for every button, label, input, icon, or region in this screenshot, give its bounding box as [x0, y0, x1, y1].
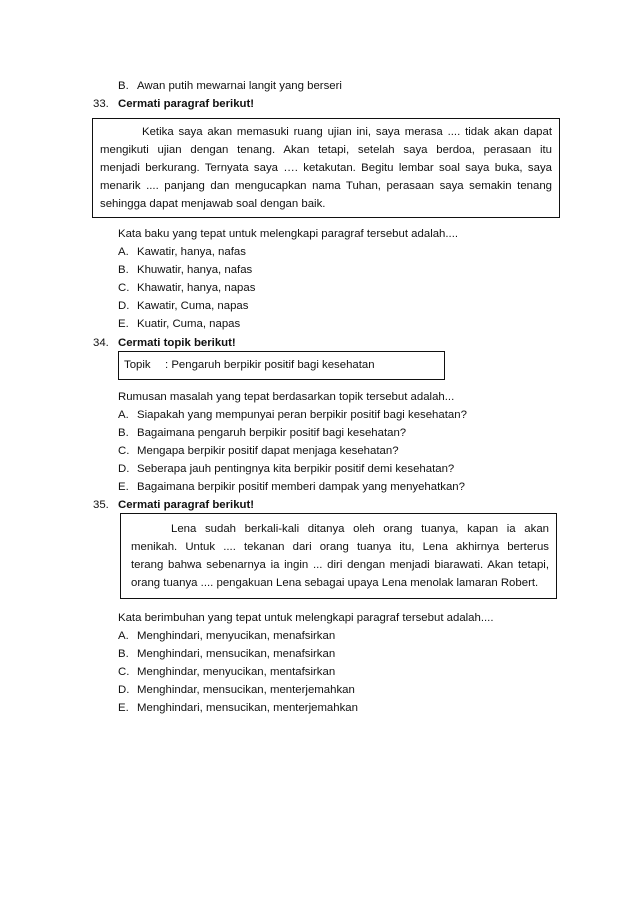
- option-text: Seberapa jauh pentingnya kita berpikir positif demi kesehatan?: [137, 463, 455, 475]
- option-text: Mengapa berpikir positif dapat menjaga kesehatan?: [137, 445, 399, 457]
- option-text: Menghindari, menyucikan, menafsirkan: [137, 630, 336, 642]
- question-35-prompt: Kata berimbuhan yang tepat untuk melengkapi paragraf tersebut adalah....: [118, 612, 494, 624]
- q35-paragraph-line: menikah. Untuk .... tekanan dari orang tuanya itu, Lena akhirnya berterus: [131, 541, 549, 553]
- option-text: Menghindar, menyucikan, mentafsirkan: [137, 666, 336, 678]
- option-text: Menghindari, mensucikan, menterjemahkan: [137, 702, 358, 714]
- q33-paragraph-line: mengikuti ujian dengan tenang. Akan tetapi, setelah saya berdoa, perasaan itu: [100, 144, 552, 156]
- q34-option-b[interactable]: [118, 426, 406, 440]
- option-letter: A.: [118, 246, 129, 258]
- q34-option-c[interactable]: [118, 444, 399, 458]
- q33-paragraph-line: Ketika saya akan memasuki ruang ujian ini, saya merasa .... tidak akan dapat: [142, 126, 552, 138]
- option-text: Bagaimana pengaruh berpikir positif bagi kesehatan?: [137, 427, 407, 439]
- q33-option-b[interactable]: [118, 263, 252, 277]
- option-letter: C.: [118, 445, 130, 457]
- option-b-previous: [118, 79, 342, 93]
- option-letter: C.: [118, 282, 130, 294]
- q33-paragraph-line: menjadi berkurang. Ternyata saya …. ketakutan. Begitu lembar soal saya buka, saya: [100, 162, 552, 174]
- option-letter: B.: [118, 648, 129, 660]
- question-34-prompt: Rumusan masalah yang tepat berdasarkan topik tersebut adalah...: [118, 391, 455, 403]
- question-instruction: Cermati topik berikut!: [118, 337, 236, 349]
- q34-option-e[interactable]: [118, 480, 465, 494]
- option-letter: D.: [118, 684, 130, 696]
- option-text: Bagaimana berpikir positif memberi dampak yang menyehatkan?: [137, 481, 465, 493]
- question-instruction: Cermati paragraf berikut!: [118, 499, 255, 511]
- option-letter: B.: [118, 427, 129, 439]
- q35-option-b[interactable]: [118, 647, 335, 661]
- q33-paragraph-line: menarik .... panjang dan mengucapkan nama Tuhan, perasaan saya semakin tenang: [100, 180, 552, 192]
- question-instruction: Cermati paragraf berikut!: [118, 98, 255, 110]
- topic-label: Topik: [124, 359, 151, 371]
- option-text: Menghindar, mensucikan, menterjemahkan: [137, 684, 355, 696]
- option-letter: E.: [118, 318, 129, 330]
- q35-paragraph-line: orang tuanya .... pengakuan Lena sebagai upaya Lena menolak lamaran Robert.: [131, 577, 539, 589]
- option-letter: D.: [118, 300, 130, 312]
- question-35-heading: [93, 498, 254, 512]
- option-letter: E.: [118, 481, 129, 493]
- q34-option-a[interactable]: [118, 408, 467, 422]
- q34-option-d[interactable]: [118, 462, 454, 476]
- q33-option-c[interactable]: [118, 281, 255, 295]
- option-letter: C.: [118, 666, 130, 678]
- question-33-heading: [93, 97, 254, 111]
- option-text: Awan putih mewarnai langit yang berseri: [137, 80, 342, 92]
- option-letter: A.: [118, 409, 129, 421]
- topic-text: : Pengaruh berpikir positif bagi kesehatan: [165, 359, 375, 371]
- question-number: 33.: [93, 98, 109, 110]
- option-text: Menghindari, mensucikan, menafsirkan: [137, 648, 336, 660]
- question-number: 34.: [93, 337, 109, 349]
- option-letter: B.: [118, 264, 129, 276]
- option-letter: A.: [118, 630, 129, 642]
- q33-option-a[interactable]: [118, 245, 246, 259]
- q33-option-e[interactable]: [118, 317, 240, 331]
- option-letter: E.: [118, 702, 129, 714]
- option-text: Kawatir, hanya, nafas: [137, 246, 246, 258]
- q33-option-d[interactable]: [118, 299, 248, 313]
- option-text: Kawatir, Cuma, napas: [137, 300, 249, 312]
- option-text: Kuatir, Cuma, napas: [137, 318, 241, 330]
- option-text: Khawatir, hanya, napas: [137, 282, 256, 294]
- q33-paragraph-line: sehingga dapat menjawab soal dengan baik.: [100, 198, 326, 210]
- option-letter: B.: [118, 80, 129, 92]
- q35-option-d[interactable]: [118, 683, 355, 697]
- q35-paragraph-line: terang bahwa sebenarnya ia ingin ... diri dengan menjadi biarawati. Akan tetapi,: [131, 559, 549, 571]
- question-33-prompt: Kata baku yang tepat untuk melengkapi paragraf tersebut adalah....: [118, 228, 459, 240]
- q34-topic: [124, 358, 375, 372]
- option-text: Siapakah yang mempunyai peran berpikir positif bagi kesehatan?: [137, 409, 467, 421]
- q35-paragraph-line: Lena sudah berkali-kali ditanya oleh orang tuanya, kapan ia akan: [171, 523, 549, 535]
- option-letter: D.: [118, 463, 130, 475]
- question-number: 35.: [93, 499, 109, 511]
- q35-option-e[interactable]: [118, 701, 358, 715]
- q35-option-a[interactable]: [118, 629, 335, 643]
- q35-option-c[interactable]: [118, 665, 335, 679]
- option-text: Khuwatir, hanya, nafas: [137, 264, 253, 276]
- question-34-heading: [93, 336, 236, 350]
